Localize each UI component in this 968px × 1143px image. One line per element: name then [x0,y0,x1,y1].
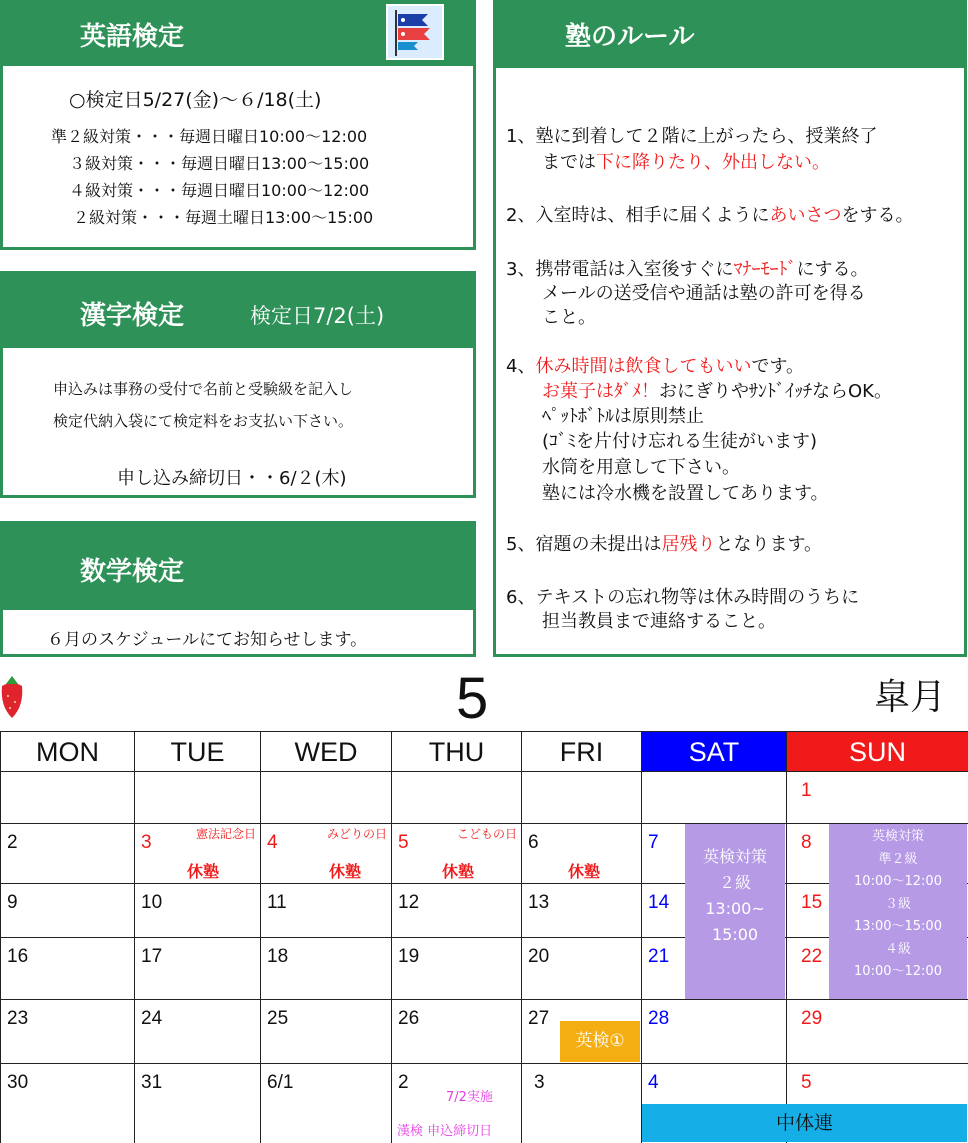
kanken-deadline: 申し込み締切日・・6/２(木) [117,468,347,489]
rule-highlight: 下に降りたり、外出しない。 [596,152,830,173]
rule-line [542,148,830,174]
sun-event-line: 英検対策 [871,829,924,844]
rule-text: (ｺﾞﾐを片付け忘れる生徒がいます) [542,431,818,452]
rule-highlight: 休み時間は飲食してもいい [535,356,752,377]
day-cell [260,771,392,824]
day-number: 6/1 [267,1072,294,1093]
chutairen-bar: 中体連 [642,1104,967,1142]
sun-event-line: 10:00～12:00 [854,874,942,889]
eiken-date-line: ○検定日5/27(金)～６/18(土) [69,89,322,111]
rule-text: 1、塾に到着して２階に上がったら、授業終了 [506,126,878,147]
rule-line [506,255,868,281]
sat-event-line: ２級 [718,873,751,892]
closed-label: 休塾 [568,862,601,881]
day-cell [0,937,135,1000]
day-number: 2 [398,1072,409,1093]
day-number: 6 [528,832,539,853]
kanken-body-1: 申込みは事務の受付で名前と受験級を記入し [53,380,354,398]
day-number: 7 [648,832,659,853]
eiken-exam-day-tag: 英検① [560,1021,640,1062]
day-cell [0,1063,135,1143]
rule-line [542,303,596,329]
kanken-panel [0,271,476,498]
dow-header-mon: MON [0,731,135,772]
rule-highlight: お菓子はﾀﾞﾒ！ [542,381,659,402]
rule-text: おにぎりやｻﾝﾄﾞｲｯﾁならOK。 [659,381,892,402]
day-number: 20 [528,946,550,967]
day-cell [134,999,261,1064]
closed-label: 休塾 [442,862,475,881]
suken-header [0,521,476,610]
day-cell [0,883,135,938]
day-cell [641,999,787,1064]
day-number: 24 [141,1008,163,1029]
day-number: 5 [398,832,409,853]
rule-line [506,583,859,609]
day-number: 13 [528,892,550,913]
suken-body: ６月のスケジュールにてお知らせします。 [47,630,368,650]
day-number: 30 [7,1072,29,1093]
rule-line [542,279,866,305]
strawberry-icon [0,672,24,720]
day-cell [641,771,787,824]
day-number: 18 [267,946,289,967]
rule-text: 5、宿題の未提出は [506,534,662,555]
eiken-schedule-2: ３級対策・・・毎週日曜日13:00～15:00 [69,154,370,173]
rule-text: 担当教員まで連絡すること。 [542,611,776,632]
kanken-date: 検定日7/2(土) [250,304,385,328]
day-number: 14 [648,892,670,913]
sat-event-line: 15:00 [711,925,759,944]
day-cell [134,883,261,938]
day-number: 23 [7,1008,29,1029]
sat-event-line: 13:00~ [705,899,765,918]
holiday-label: こどもの日 [456,827,517,841]
kanken-title: 漢字検定 [80,301,185,331]
rule-text: 4、 [506,356,536,377]
rule-line [506,352,804,378]
rule-text: 水筒を用意して下さい。 [542,457,740,478]
day-number: 27 [528,1008,550,1029]
sun-event-line: 13:00～15:00 [854,919,942,934]
day-number: 10 [141,892,163,913]
day-cell [134,771,261,824]
day-number: 26 [398,1008,420,1029]
sun-event-line: 10:00～12:00 [854,964,942,979]
holiday-label: みどりの日 [326,827,387,841]
sun-event-line: ４級 [884,941,911,957]
eiken-schedule-3: ４級対策・・・毎週日曜日10:00～12:00 [69,181,370,200]
day-cell [134,937,261,1000]
day-number: 4 [267,832,278,853]
rule-text: メールの送受信や通話は塾の許可を得る [542,283,866,304]
kanken-exam-note: 7/2実施 [446,1090,493,1105]
rule-line [542,427,817,453]
day-cell [521,937,642,1000]
day-cell [260,823,392,884]
dow-header-fri: FRI [521,731,642,772]
day-cell [260,937,392,1000]
day-cell [391,883,522,938]
day-cell [786,771,968,824]
rule-highlight: あいさつ [769,205,842,226]
month-number: 5 [456,666,489,731]
rule-text: ﾍﾟｯﾄﾎﾞﾄﾙは原則禁止 [542,406,704,427]
day-cell [260,1063,392,1143]
day-cell [521,883,642,938]
rules-title: 塾のルール [565,22,695,52]
month-name: 皐月 [874,677,947,718]
dow-header-sun: SUN [786,731,968,772]
eiken-panel [0,0,476,250]
day-number: 19 [398,946,420,967]
day-number: 25 [267,1008,289,1029]
day-cell [786,999,968,1064]
day-number: 22 [801,946,823,967]
day-number: 17 [141,946,163,967]
eiken-header [0,0,476,66]
day-number: 15 [801,892,823,913]
rule-text: 3、携帯電話は入室後すぐに [506,259,734,280]
sun-event-line: 準２級 [878,851,918,867]
rule-text: 塾には冷水機を設置してあります。 [542,483,829,504]
koinobori-icon [386,4,444,60]
sun-event-line: ３級 [884,896,911,912]
dow-header-sat: SAT [641,731,787,772]
day-number: 28 [648,1008,670,1029]
rule-line [506,122,877,148]
day-number: 2 [7,832,18,853]
rule-text: です。 [751,356,805,377]
rule-text: をする。 [841,205,914,226]
dow-header-thu: THU [391,731,522,772]
rule-text: にする。 [796,259,869,280]
day-cell [260,999,392,1064]
day-number: 3 [534,1072,545,1093]
day-cell [521,823,642,884]
day-number: 29 [801,1008,823,1029]
rule-line [506,201,913,227]
sat-event-line: 英検対策 [702,847,767,866]
rule-line [506,530,822,556]
kanken-body-2: 検定代納入袋にて検定料をお支払い下さい。 [53,412,354,430]
day-cell [134,823,261,884]
day-cell [521,1063,642,1143]
day-number: 5 [801,1072,812,1093]
rules-header [493,0,967,68]
day-cell [134,1063,261,1143]
rule-line [542,453,740,479]
rule-line [542,402,704,428]
suken-title: 数学検定 [80,557,185,587]
day-number: 11 [267,892,287,913]
day-cell [391,771,522,824]
dow-header-tue: TUE [134,731,261,772]
day-number: 9 [7,892,18,913]
day-number: 8 [801,832,812,853]
kanken-deadline-note: 漢検 申込締切日 [397,1124,493,1139]
eiken-schedule-4: ２級対策・・・毎週土曜日13:00～15:00 [73,208,374,227]
day-number: 16 [7,946,29,967]
rule-text: までは [542,152,596,173]
day-number: 4 [648,1072,659,1093]
day-cell [0,999,135,1064]
day-cell [0,823,135,884]
holiday-label: 憲法記念日 [195,827,256,841]
day-cell [391,823,522,884]
rule-highlight: 居残り [661,534,716,555]
day-number: 21 [648,946,670,967]
day-cell [391,937,522,1000]
kanken-header [0,271,476,348]
day-cell [0,771,135,824]
day-cell [260,883,392,938]
rule-highlight: ﾏﾅｰﾓｰﾄﾞ [733,259,797,280]
sat-eiken-class [685,824,785,999]
day-number: 3 [141,832,152,853]
closed-label: 休塾 [329,862,362,881]
eiken-schedule-1: 準２級対策・・・毎週日曜日10:00～12:00 [51,127,368,146]
rule-text: 6、テキストの忘れ物等は休み時間のうちに [506,587,860,608]
suken-panel [0,521,476,657]
dow-header-wed: WED [260,731,392,772]
day-cell [391,999,522,1064]
day-number: 31 [141,1072,163,1093]
day-number: 12 [398,892,420,913]
rule-text: となります。 [715,534,823,555]
day-cell [521,771,642,824]
may-calendar [0,668,968,1143]
closed-label: 休塾 [187,862,220,881]
sun-eiken-class [829,824,967,999]
eiken-title: 英語検定 [80,22,185,52]
day-number: 1 [801,780,812,801]
rule-text: こと。 [542,307,596,328]
rule-text: 2、入室時は、相手に届くように [506,205,770,226]
rule-line [542,377,892,403]
rule-line [542,479,829,505]
rule-line [542,607,776,633]
